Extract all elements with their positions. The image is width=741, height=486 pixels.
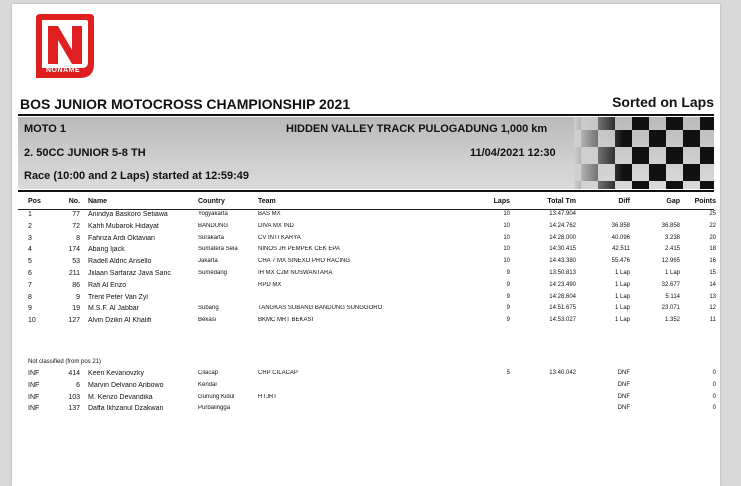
cell-country: Sumatera Sela — [198, 246, 238, 253]
cell-diff: 40.096 — [611, 234, 630, 241]
cell-diff: 1 Lap — [614, 281, 630, 288]
cell-pos: INF — [28, 381, 40, 389]
cell-country: Surakarta — [198, 234, 225, 241]
cell-diff: 1 Lap — [614, 305, 630, 312]
cell-points: 11 — [709, 317, 716, 324]
cell-name: Trent Peter Van Zyl — [88, 293, 148, 301]
table-header — [18, 198, 714, 208]
session-label: MOTO 1 — [24, 123, 66, 135]
col-country: Country — [198, 198, 225, 205]
cell-pos: 8 — [28, 293, 32, 301]
cell-country: Kendal — [198, 381, 217, 388]
cell-name: Alvin Dzikri Al Khalifi — [88, 317, 152, 325]
cell-no: 127 — [68, 317, 80, 325]
cell-total: 14:28.604 — [549, 293, 576, 300]
top-rule — [18, 114, 714, 116]
cell-points: 0 — [712, 370, 716, 376]
cell-country: Sumedang — [198, 270, 228, 276]
cell-gap: 36.858 — [661, 222, 680, 229]
cell-country: Yogyakarta — [198, 211, 228, 217]
cell-points: 15 — [709, 270, 716, 276]
cell-laps: 10 — [503, 222, 510, 229]
col-team: Team — [258, 198, 276, 205]
cell-laps: 5 — [506, 370, 510, 376]
cell-country: BANDUNG — [198, 222, 229, 229]
cell-total: 14:23.490 — [549, 281, 576, 288]
cell-gap: 1 Lap — [664, 270, 680, 276]
cell-no: 9 — [76, 293, 80, 301]
cell-name: Marvin Delvano Aribowo — [88, 381, 164, 389]
cell-team: BKMC MRT BEKASI — [258, 317, 314, 324]
cell-pos: 6 — [28, 270, 32, 277]
band-rule — [18, 190, 714, 192]
cell-name: Radell Aldric Ansello — [88, 258, 152, 266]
cell-total: 13:50.813 — [549, 270, 576, 276]
cell-no: 19 — [72, 305, 80, 313]
cell-no: 174 — [68, 246, 80, 254]
cell-laps: 10 — [503, 211, 510, 217]
cell-total: 14:30.415 — [549, 246, 576, 253]
table-row — [18, 246, 714, 256]
col-pos: Pos — [28, 198, 41, 205]
table-row — [18, 370, 714, 380]
cell-points: 22 — [709, 222, 716, 229]
cell-no: 53 — [72, 258, 80, 266]
cell-laps: 9 — [506, 270, 510, 276]
cell-pos: 1 — [28, 211, 32, 218]
cell-total: 13:40.042 — [549, 370, 576, 376]
cell-points: 18 — [709, 246, 716, 253]
cell-points: 25 — [709, 211, 716, 217]
cell-total: 14:53.027 — [549, 317, 576, 324]
col-points: Points — [694, 198, 716, 205]
table-row — [18, 394, 714, 404]
col-gap: Gap — [666, 198, 680, 205]
cell-laps: 9 — [506, 293, 510, 300]
cell-total: 13:47.904 — [549, 211, 576, 217]
table-row — [18, 382, 714, 392]
cell-points: 0 — [712, 381, 716, 388]
cell-points: 14 — [709, 281, 716, 288]
col-total: Total Tm — [547, 198, 576, 205]
cell-laps: 9 — [506, 281, 510, 288]
cell-name: Daffa Ikhzanul Dzakwan — [88, 405, 164, 413]
checkered-flag-icon — [574, 117, 714, 189]
header-rule — [18, 209, 714, 210]
table-row — [18, 305, 714, 315]
table-row — [18, 223, 714, 233]
cell-team: CRP CILACAP — [258, 370, 298, 376]
table-row — [18, 317, 714, 327]
cell-name: M. Kenzo Devandika — [88, 393, 153, 401]
table-row — [18, 235, 714, 245]
cell-laps: 10 — [503, 258, 510, 265]
cell-name: Keen Kevanovzky — [88, 370, 145, 377]
cell-team: NINOS JR PEMPEK CEK EPA — [258, 246, 340, 253]
cell-no: 137 — [68, 405, 80, 413]
cell-pos: 7 — [28, 281, 32, 289]
cell-gap: 32.677 — [661, 281, 680, 288]
cell-no: 86 — [72, 281, 80, 289]
cell-points: 12 — [709, 305, 716, 312]
cell-diff: 1 Lap — [614, 293, 630, 300]
cell-country: Cilacap — [198, 370, 219, 376]
cell-country: Purbalingga — [198, 405, 231, 412]
cell-laps: 9 — [506, 305, 510, 312]
cell-pos: INF — [28, 370, 40, 377]
results-sheet — [12, 4, 720, 486]
table-row — [18, 405, 714, 415]
cell-gap: 1.352 — [664, 317, 680, 324]
cell-country: Gunung Kidul — [198, 393, 235, 400]
cell-diff: DNF — [617, 393, 630, 400]
cell-name: Anindya Baskoro Setiawa — [88, 211, 168, 218]
cell-country: Bekasi — [198, 317, 217, 324]
cell-pos: 5 — [28, 258, 32, 266]
cell-team: RPD MX — [258, 281, 282, 288]
logo-text: NONAME — [45, 67, 81, 74]
cell-pos: 2 — [28, 222, 32, 230]
cell-total: 14:51.675 — [549, 305, 576, 312]
table-row — [18, 270, 714, 280]
cell-team: IH MX CJM NUSWANTARA — [258, 270, 333, 276]
cell-team: HTJRT — [258, 393, 277, 400]
datetime-label: 11/04/2021 12:30 — [470, 147, 556, 159]
col-laps: Laps — [493, 198, 510, 205]
race-label: Race (10:00 and 2 Laps) started at 12:59:49 — [24, 170, 249, 182]
cell-gap: 5.114 — [665, 293, 680, 300]
cell-team: DIVA MX IND — [258, 222, 294, 229]
cell-country: Jakarta — [198, 258, 218, 265]
cell-diff: 36.858 — [611, 222, 630, 229]
cell-team: CHA 7 MX SINEXO PRO RACING — [258, 258, 351, 265]
cell-laps: 9 — [506, 317, 510, 324]
table-row — [18, 282, 714, 292]
cell-gap: 2.415 — [664, 246, 680, 253]
cell-no: 72 — [72, 222, 80, 230]
cell-diff: 42.511 — [612, 246, 630, 253]
cell-no: 8 — [76, 234, 80, 242]
cell-diff: 55.476 — [611, 258, 630, 265]
cell-name: Rafi Al Enzo — [88, 281, 127, 289]
cell-name: Jiilaan Sarfaraz Java Sanc — [88, 270, 171, 277]
cell-no: 77 — [72, 211, 80, 218]
cell-pos: 4 — [28, 246, 32, 254]
cell-name: M.S.F. Al Jabbar — [88, 305, 139, 313]
cell-pos: 3 — [28, 234, 32, 242]
championship-title: BOS JUNIOR MOTOCROSS CHAMPIONSHIP 2021 — [20, 96, 351, 112]
sorted-label: Sorted on Laps — [612, 94, 714, 110]
table-row — [18, 258, 714, 268]
cell-team: TANGKAS SUBANG BANDUNG SUNGGORO — [258, 305, 383, 312]
cell-no: 103 — [68, 393, 80, 401]
cell-no: 6 — [76, 381, 80, 389]
cell-points: 20 — [709, 234, 716, 241]
cell-total: 14:28.000 — [549, 234, 576, 241]
cell-diff: DNF — [617, 370, 630, 376]
cell-pos: 10 — [28, 317, 36, 325]
race-info-band — [18, 117, 714, 189]
class-label: 2. 50CC JUNIOR 5-8 TH — [24, 147, 146, 159]
cell-pos: INF — [28, 405, 40, 413]
cell-no: 414 — [68, 370, 80, 377]
not-classified-label: Not classified (from pos 21) — [28, 359, 102, 365]
cell-gap: 3.238 — [664, 234, 680, 241]
col-diff: Diff — [618, 198, 630, 205]
cell-total: 14:43.380 — [549, 258, 576, 265]
cell-diff: 1 Lap — [614, 270, 630, 276]
cell-diff: DNF — [617, 381, 630, 388]
cell-no: 211 — [68, 270, 80, 277]
table-row — [18, 294, 714, 304]
cell-name: Kahfi Mubarok Hidayat — [88, 222, 159, 230]
cell-points: 0 — [712, 405, 716, 412]
cell-total: 14:24.762 — [549, 222, 576, 229]
cell-laps: 10 — [503, 246, 510, 253]
col-no: No. — [68, 198, 80, 205]
cell-laps: 10 — [503, 234, 510, 241]
cell-pos: INF — [28, 393, 40, 401]
cell-gap: 12.965 — [661, 258, 680, 265]
cell-diff: DNF — [617, 405, 630, 412]
cell-country: Subang — [198, 305, 219, 312]
cell-points: 13 — [709, 293, 716, 300]
cell-gap: 23.071 — [661, 305, 680, 312]
cell-name: Fahriza Ardi Oktavian — [88, 234, 155, 242]
table-row — [18, 211, 714, 221]
cell-pos: 9 — [28, 305, 32, 313]
cell-points: 16 — [709, 258, 716, 265]
cell-name: Abang Ijack — [88, 246, 125, 254]
cell-team: BAS MX — [258, 211, 281, 217]
cell-team: CV INTI KARYA — [258, 234, 301, 241]
cell-diff: 1 Lap — [614, 317, 630, 324]
cell-points: 0 — [712, 393, 716, 400]
col-name: Name — [88, 198, 108, 205]
venue-label: HIDDEN VALLEY TRACK PULOGADUNG 1,000 km — [286, 123, 548, 135]
